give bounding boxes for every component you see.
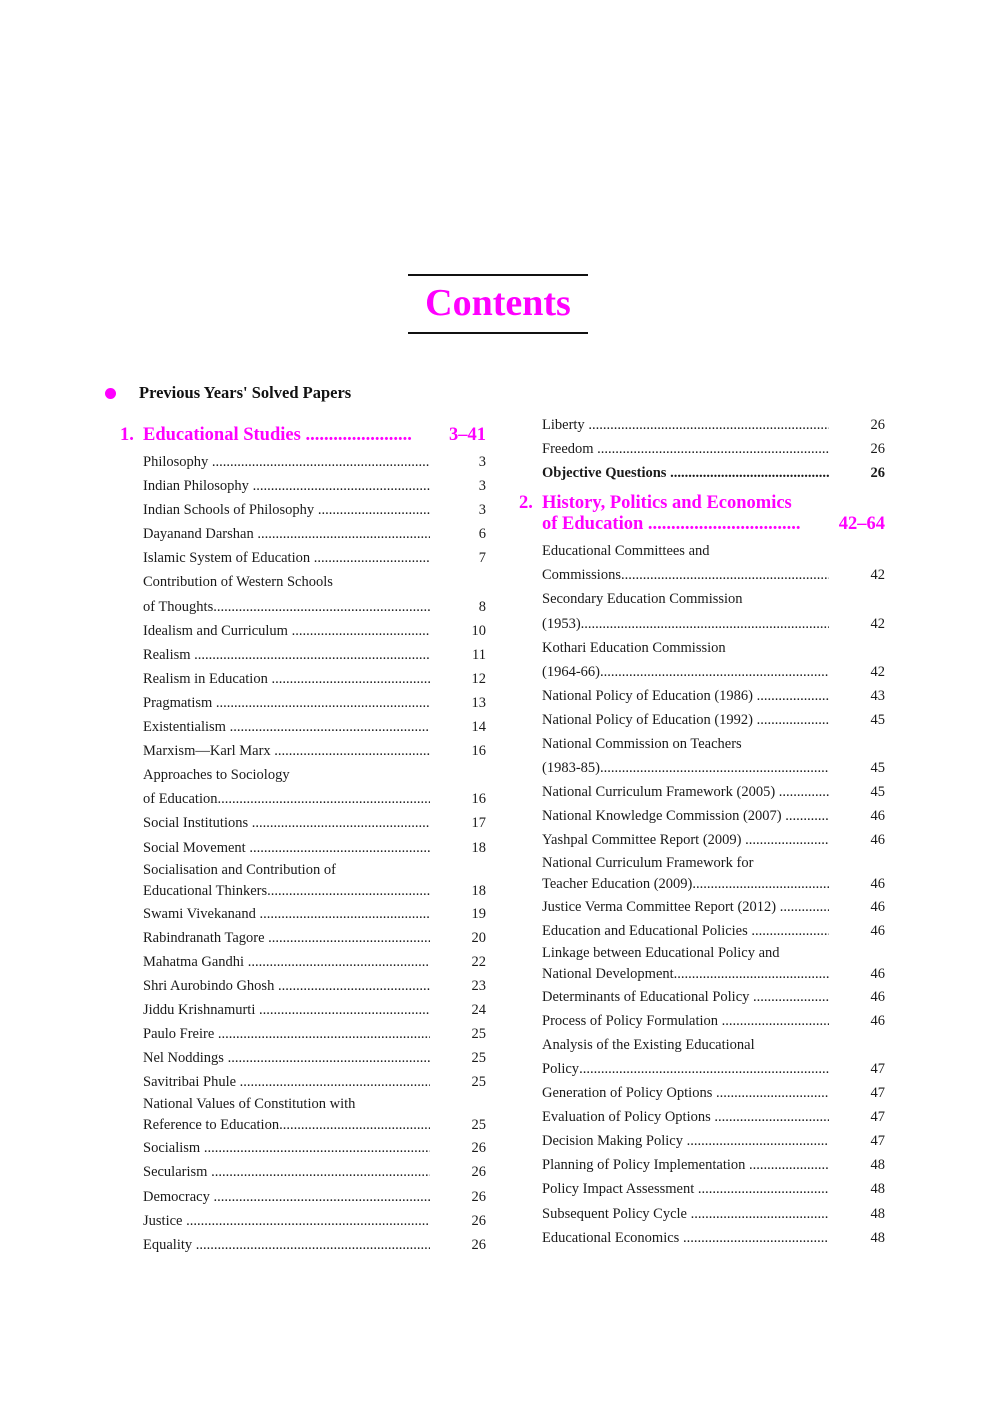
entry-page: 45 [870,760,885,777]
entry-title: Philosophy ..... [143,450,430,474]
toc-column-right [519,413,885,1250]
toc-entry[interactable] [120,836,486,860]
entry-page: 14 [471,719,486,736]
entry-page: 16 [471,743,486,760]
section-label: Previous Years' Solved Papers [139,383,352,402]
toc-entry[interactable] [519,1129,885,1153]
entry-page: 25 [471,1074,486,1091]
entry-title: Indian Schools of Philosophy ..... [143,498,430,522]
entry-title: Yashpal Committee Report (2009) ..... [542,828,829,852]
toc-entry[interactable] [120,1160,486,1184]
toc-entry[interactable] [519,828,885,852]
chapter-number: 1. [120,425,134,445]
toc-entry[interactable] [519,985,885,1009]
entry-title: Marxism—Karl Marx ..... [143,739,430,763]
entry-title: Linkage between Educational Policy and National Development ..... [542,943,829,985]
toc-entry[interactable] [120,1233,486,1257]
toc-entry[interactable] [519,943,885,985]
toc-entry[interactable] [519,1105,885,1129]
toc-entry[interactable] [120,902,486,926]
entry-title: Decision Making Policy ..... [542,1129,829,1153]
entry-page: 26 [471,1212,486,1229]
entry-title: Subsequent Policy Cycle ..... [542,1202,829,1226]
toc-entry[interactable] [519,636,885,684]
toc-entry[interactable] [519,413,885,437]
entry-page: 45 [870,784,885,801]
toc-entry[interactable] [120,715,486,739]
entry-title: Educational Economics ..... [542,1226,829,1250]
entry-title: Social Movement ..... [143,836,430,860]
toc-entry[interactable] [519,437,885,461]
entry-page: 47 [870,1060,885,1077]
entry-page: 48 [870,1181,885,1198]
entry-page: 48 [870,1205,885,1222]
entry-page: 16 [471,791,486,808]
toc-entry[interactable] [120,1185,486,1209]
entry-title: Nel Noddings ..... [143,1046,430,1070]
chapter-heading-2[interactable] [519,493,885,535]
entry-title: Educational Committees and Commissions ..... [542,539,829,587]
toc-entry[interactable] [519,1153,885,1177]
toc-entry[interactable] [120,860,486,902]
entry-page: 26 [471,1164,486,1181]
entry-title: Evaluation of Policy Options ..... [542,1105,829,1129]
entry-title: Process of Policy Formulation ..... [542,1009,829,1033]
entry-page: 46 [870,832,885,849]
entry-title: Swami Vivekanand ..... [143,902,430,926]
entry-title: Shri Aurobindo Ghosh ..... [143,974,430,998]
entry-title: Idealism and Curriculum ..... [143,619,430,643]
entry-title: National Values of Constitution with Reference to Education ..... [143,1094,430,1136]
entry-page: 6 [478,526,486,543]
toc-column-left [120,420,486,1257]
toc-entry[interactable] [519,853,885,895]
entry-page: 42 [870,615,885,632]
entry-title: Contribution of Western Schools of Thoughts ..... [143,570,430,618]
entry-page: 45 [870,711,885,728]
toc-entry[interactable] [120,643,486,667]
toc-entry[interactable] [120,474,486,498]
entry-page: 46 [870,922,885,939]
toc-entry[interactable] [120,1209,486,1233]
entry-page: 25 [471,1117,486,1134]
entry-title: National Policy of Education (1986) ..... [542,684,829,708]
entry-page: 46 [870,988,885,1005]
entry-page: 46 [870,1012,885,1029]
entry-title: Education and Educational Policies ..... [542,919,829,943]
toc-entry[interactable] [120,691,486,715]
entry-title: Islamic System of Education ..... [143,546,430,570]
entry-page: 46 [870,965,885,982]
entry-page: 23 [471,977,486,994]
entry-page: 46 [870,875,885,892]
toc-entry[interactable] [519,708,885,732]
contents-title-box [408,274,588,334]
chapter-heading-1[interactable] [120,420,486,446]
entry-title: National Curriculum Framework (2005) ..... [542,780,829,804]
entry-title: Secondary Education Commission (1953) ..... [542,587,829,635]
entry-title: Policy Impact Assessment ..... [542,1177,829,1201]
toc-entry[interactable] [120,570,486,618]
toc-entry[interactable] [519,732,885,780]
entry-page: 10 [471,622,486,639]
entry-title: Liberty ..... [542,413,829,437]
entry-title: Pragmatism ..... [143,691,430,715]
entry-title: Socialisation and Contribution of Educational Thinkers ..... [143,860,430,902]
entry-title: Social Institutions ..... [143,811,430,835]
chapter-title: Educational Studies ....................... [143,425,412,445]
entry-page: 26 [471,1236,486,1253]
toc-entry[interactable] [519,895,885,919]
toc-entry[interactable] [519,780,885,804]
toc-entry[interactable] [120,1136,486,1160]
entry-title: Realism ..... [143,643,430,667]
toc-entry[interactable] [120,667,486,691]
toc-entry[interactable] [120,1022,486,1046]
toc-entry[interactable] [519,1202,885,1226]
entry-page: 46 [870,808,885,825]
toc-entry[interactable] [120,1046,486,1070]
entry-title: Paulo Freire ..... [143,1022,430,1046]
toc-entry[interactable] [519,804,885,828]
toc-entry[interactable] [519,684,885,708]
entry-page: 26 [870,417,885,433]
entry-page: 47 [870,1109,885,1126]
entry-page: 24 [471,1001,486,1018]
toc-entry[interactable] [120,619,486,643]
entry-title: Rabindranath Tagore ..... [143,926,430,950]
toc-entry[interactable] [120,546,486,570]
toc-entry[interactable] [120,1094,486,1136]
entry-page: 25 [471,1026,486,1043]
entry-page: 19 [471,905,486,922]
entry-page: 3 [478,502,486,519]
entry-title: Secularism ..... [143,1160,430,1184]
toc-entry[interactable] [120,522,486,546]
entry-page: 20 [471,929,486,946]
page-title: Contents [425,282,571,324]
entry-page: 13 [471,694,486,711]
entry-page: 42 [870,663,885,680]
entry-title: National Commission on Teachers (1983-85) ..... [542,732,829,780]
entry-page: 42 [870,567,885,584]
entry-page: 22 [471,953,486,970]
toc-entry[interactable] [519,1177,885,1201]
toc-entry[interactable] [120,763,486,811]
entry-title: Analysis of the Existing Educational Policy ..... [542,1033,829,1081]
toc-entry[interactable] [519,919,885,943]
chapter-title: History, Politics and Economics of Education ................................. 42–64 [542,493,885,535]
entry-title: Indian Philosophy ..... [143,474,430,498]
entry-page: 48 [870,1229,885,1246]
entry-title: Planning of Policy Implementation ..... [542,1153,829,1177]
toc-entry[interactable] [120,950,486,974]
entry-title: Socialism ..... [143,1136,430,1160]
toc-entry[interactable] [519,1226,885,1250]
toc-entry[interactable] [519,539,885,587]
entry-page: 26 [471,1140,486,1157]
toc-entry[interactable] [120,974,486,998]
toc-entry[interactable] [120,1070,486,1094]
entry-title: Justice ..... [143,1209,430,1233]
entry-title: Objective Questions ..... [542,461,829,485]
entry-page: 18 [471,882,486,899]
entry-page: 26 [870,441,885,458]
entry-title: Freedom ..... [542,437,829,461]
toc-entry[interactable] [120,739,486,763]
toc-entry[interactable] [120,811,486,835]
entry-title: Savitribai Phule ..... [143,1070,430,1094]
toc-entry[interactable] [519,587,885,635]
entry-page: 26 [471,1188,486,1205]
entry-page: 3 [478,454,486,470]
entry-title: Approaches to Sociology of Education ..... [143,763,430,811]
entry-page: 48 [870,1157,885,1174]
toc-entry[interactable] [120,998,486,1022]
chapter-pages: 3–41 [449,425,486,445]
entry-page: 3 [478,478,486,495]
toc-entry[interactable] [519,1009,885,1033]
entry-title: National Knowledge Commission (2007) ..... [542,804,829,828]
entry-title: Jiddu Krishnamurti ..... [143,998,430,1022]
entry-title: Dayanand Darshan ..... [143,522,430,546]
chapter-number: 2. [519,493,533,514]
entry-page: 7 [478,550,486,567]
entry-page: 46 [870,898,885,915]
toc-entry[interactable] [120,926,486,950]
entry-page: 17 [471,815,486,832]
entry-page: 47 [870,1133,885,1150]
entry-title: Democracy ..... [143,1185,430,1209]
entry-page: 12 [471,670,486,687]
entry-page: 8 [478,598,486,615]
entry-page: 47 [870,1085,885,1102]
section-heading [105,383,351,403]
chapter-pages: 42–64 [838,514,885,535]
toc-entry[interactable] [519,1033,885,1081]
entry-title: Equality ..... [143,1233,430,1257]
entry-title: Justice Verma Committee Report (2012) ..... [542,895,829,919]
entry-title: Mahatma Gandhi ..... [143,950,430,974]
entry-title: National Curriculum Framework for Teacher Education (2009) ..... [542,853,829,895]
entry-page: 18 [471,839,486,856]
entry-page: 25 [471,1050,486,1067]
toc-entry[interactable] [120,450,486,474]
entry-title: Existentialism ..... [143,715,430,739]
entry-page: 11 [472,646,486,663]
toc-entry[interactable] [120,498,486,522]
toc-entry-objective-questions[interactable] [519,461,885,485]
entry-page: 43 [870,687,885,704]
entry-title: National Policy of Education (1992) ..... [542,708,829,732]
entry-title: Determinants of Educational Policy ..... [542,985,829,1009]
bullet-icon [105,388,116,399]
entry-page: 26 [870,465,885,482]
entry-title: Realism in Education ..... [143,667,430,691]
entry-title: Kothari Education Commission (1964-66) ..... [542,636,829,684]
toc-entry[interactable] [519,1081,885,1105]
entry-title: Generation of Policy Options ..... [542,1081,829,1105]
